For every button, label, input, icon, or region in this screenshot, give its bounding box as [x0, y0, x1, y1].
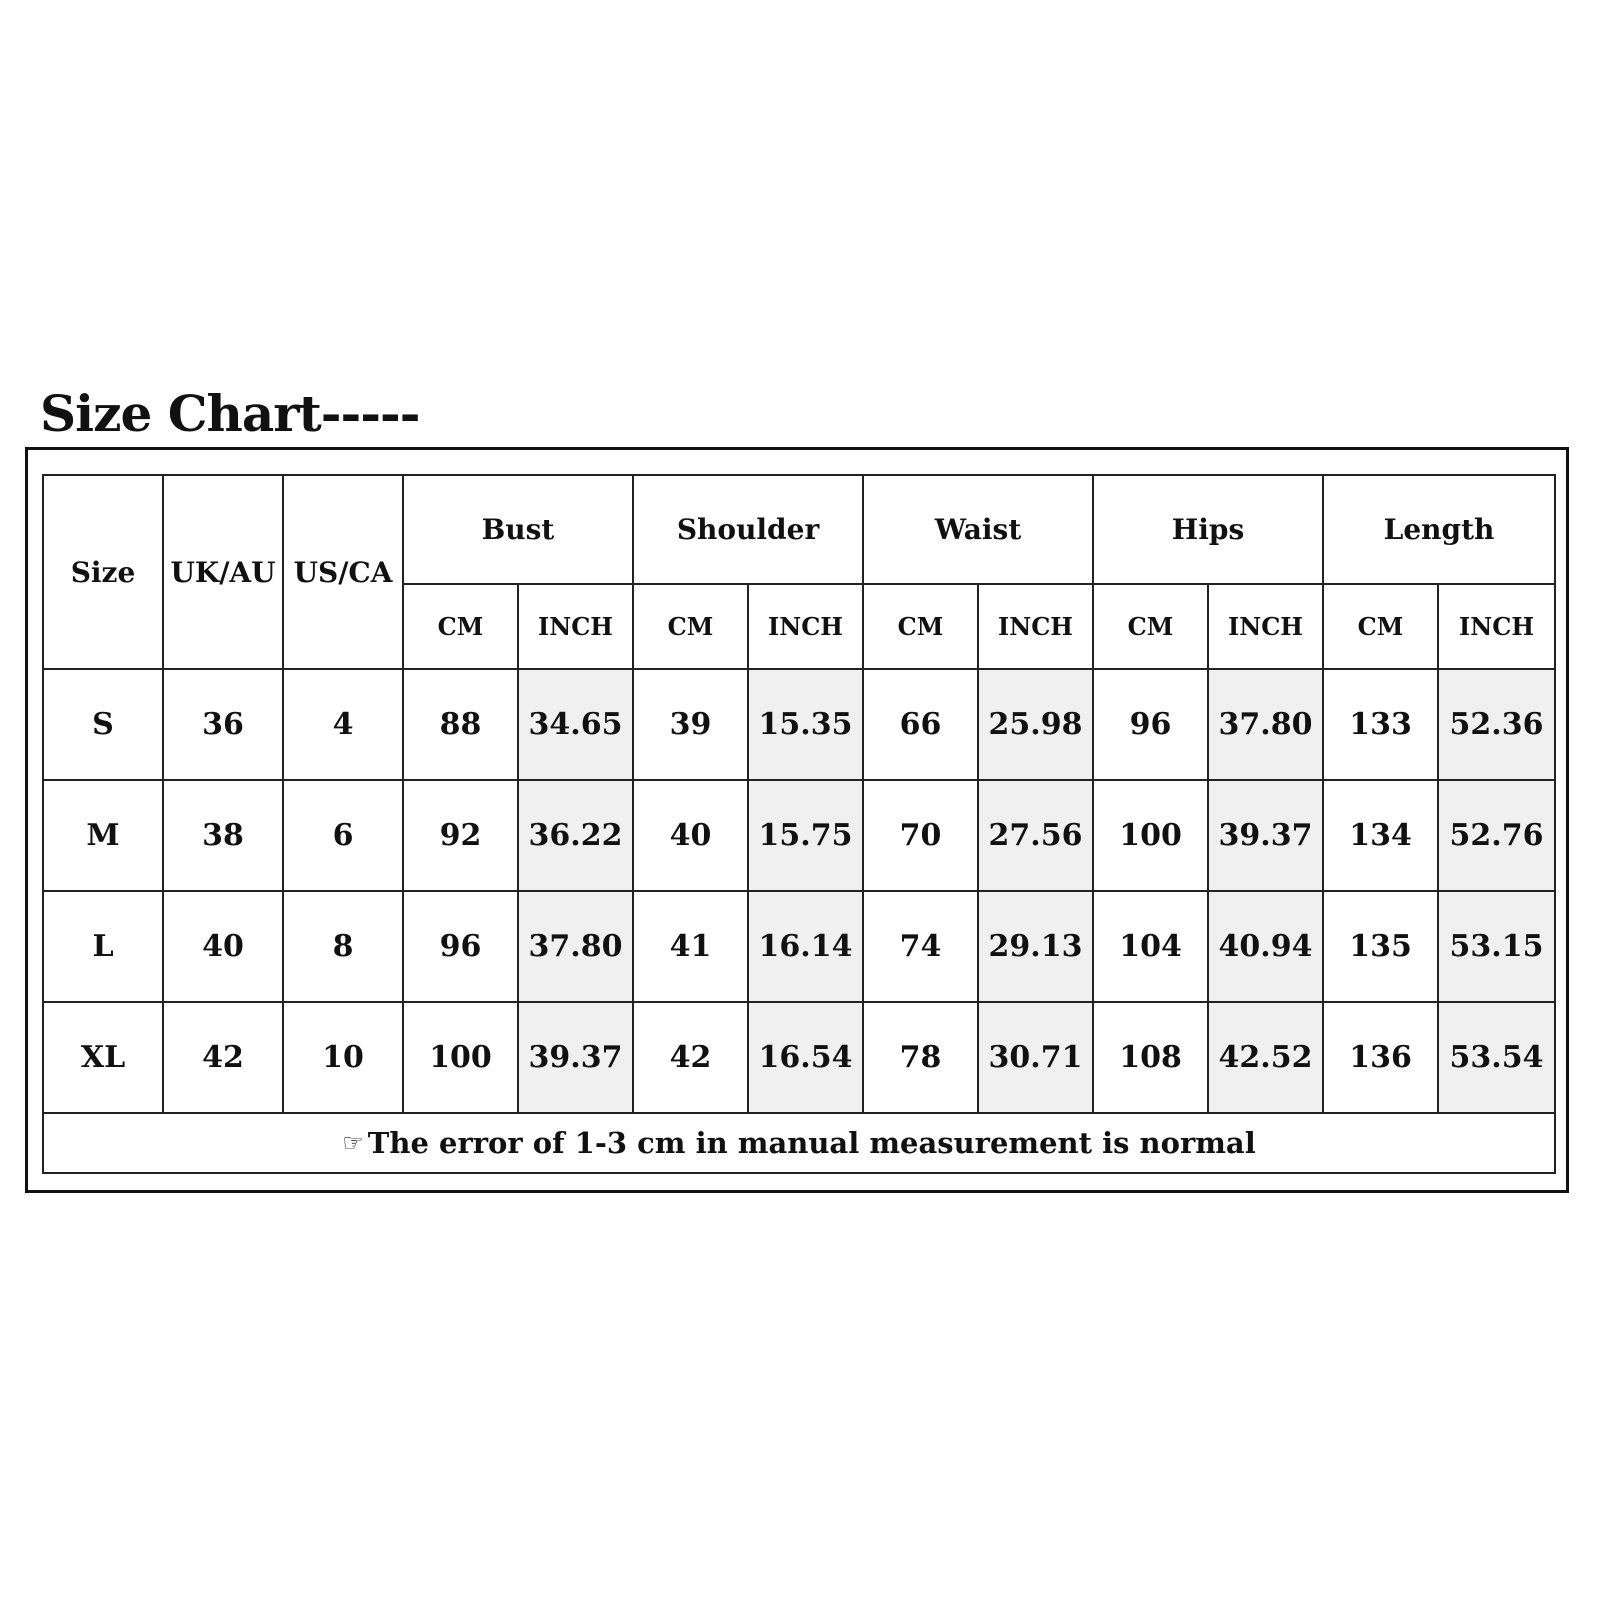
unit-cm: CM [633, 584, 748, 669]
header-length: Length [1323, 475, 1555, 584]
hips-inch-cell: 37.80 [1208, 669, 1323, 780]
shoulder-inch-cell: 15.35 [748, 669, 863, 780]
bust-cm-cell: 100 [403, 1002, 518, 1113]
waist-inch-cell: 29.13 [978, 891, 1093, 1002]
header-uk-au: UK/AU [163, 475, 283, 669]
uk-au-cell: 36 [163, 669, 283, 780]
unit-cm: CM [863, 584, 978, 669]
length-inch-cell: 53.54 [1438, 1002, 1555, 1113]
waist-inch-cell: 25.98 [978, 669, 1093, 780]
note-text: The error of 1-3 cm in manual measurement is normal [367, 1126, 1256, 1160]
unit-cm: CM [1093, 584, 1208, 669]
bust-cm-cell: 88 [403, 669, 518, 780]
page-title: Size Chart----- [40, 384, 420, 443]
unit-cm: CM [403, 584, 518, 669]
waist-inch-cell: 30.71 [978, 1002, 1093, 1113]
length-inch-cell: 52.36 [1438, 669, 1555, 780]
bust-inch-cell: 37.80 [518, 891, 633, 1002]
uk-au-cell: 40 [163, 891, 283, 1002]
table-row [43, 1002, 1555, 1113]
hips-cm-cell: 100 [1093, 780, 1208, 891]
header-size: Size [43, 475, 163, 669]
shoulder-inch-cell: 16.54 [748, 1002, 863, 1113]
hips-inch-cell: 42.52 [1208, 1002, 1323, 1113]
unit-inch: INCH [748, 584, 863, 669]
bust-inch-cell: 36.22 [518, 780, 633, 891]
length-cm-cell: 133 [1323, 669, 1438, 780]
header-waist: Waist [863, 475, 1093, 584]
size-cell: L [43, 891, 163, 1002]
bust-cm-cell: 92 [403, 780, 518, 891]
shoulder-cm-cell: 40 [633, 780, 748, 891]
unit-inch: INCH [978, 584, 1093, 669]
shoulder-inch-cell: 16.14 [748, 891, 863, 1002]
shoulder-cm-cell: 39 [633, 669, 748, 780]
unit-inch: INCH [1208, 584, 1323, 669]
unit-cm: CM [1323, 584, 1438, 669]
table-row [43, 891, 1555, 1002]
table-row [43, 669, 1555, 780]
us-ca-cell: 10 [283, 1002, 403, 1113]
hips-cm-cell: 108 [1093, 1002, 1208, 1113]
length-inch-cell: 53.15 [1438, 891, 1555, 1002]
header-shoulder: Shoulder [633, 475, 863, 584]
hips-inch-cell: 39.37 [1208, 780, 1323, 891]
header-us-ca: US/CA [283, 475, 403, 669]
note-cell [43, 1113, 1555, 1173]
length-cm-cell: 134 [1323, 780, 1438, 891]
waist-cm-cell: 70 [863, 780, 978, 891]
header-row-groups [43, 475, 1555, 584]
us-ca-cell: 4 [283, 669, 403, 780]
us-ca-cell: 6 [283, 780, 403, 891]
unit-inch: INCH [518, 584, 633, 669]
uk-au-cell: 38 [163, 780, 283, 891]
length-cm-cell: 135 [1323, 891, 1438, 1002]
size-cell: S [43, 669, 163, 780]
bust-inch-cell: 34.65 [518, 669, 633, 780]
hand-pointing-right-icon: ☞ [342, 1129, 364, 1157]
bust-inch-cell: 39.37 [518, 1002, 633, 1113]
hips-cm-cell: 96 [1093, 669, 1208, 780]
waist-cm-cell: 78 [863, 1002, 978, 1113]
size-cell: XL [43, 1002, 163, 1113]
length-inch-cell: 52.76 [1438, 780, 1555, 891]
unit-inch: INCH [1438, 584, 1555, 669]
hips-cm-cell: 104 [1093, 891, 1208, 1002]
shoulder-cm-cell: 42 [633, 1002, 748, 1113]
shoulder-inch-cell: 15.75 [748, 780, 863, 891]
waist-cm-cell: 66 [863, 669, 978, 780]
waist-cm-cell: 74 [863, 891, 978, 1002]
waist-inch-cell: 27.56 [978, 780, 1093, 891]
length-cm-cell: 136 [1323, 1002, 1438, 1113]
header-hips: Hips [1093, 475, 1323, 584]
size-cell: M [43, 780, 163, 891]
us-ca-cell: 8 [283, 891, 403, 1002]
hips-inch-cell: 40.94 [1208, 891, 1323, 1002]
header-bust: Bust [403, 475, 633, 584]
shoulder-cm-cell: 41 [633, 891, 748, 1002]
bust-cm-cell: 96 [403, 891, 518, 1002]
size-chart-table [42, 474, 1556, 1174]
note-row [43, 1113, 1555, 1173]
table-row [43, 780, 1555, 891]
uk-au-cell: 42 [163, 1002, 283, 1113]
